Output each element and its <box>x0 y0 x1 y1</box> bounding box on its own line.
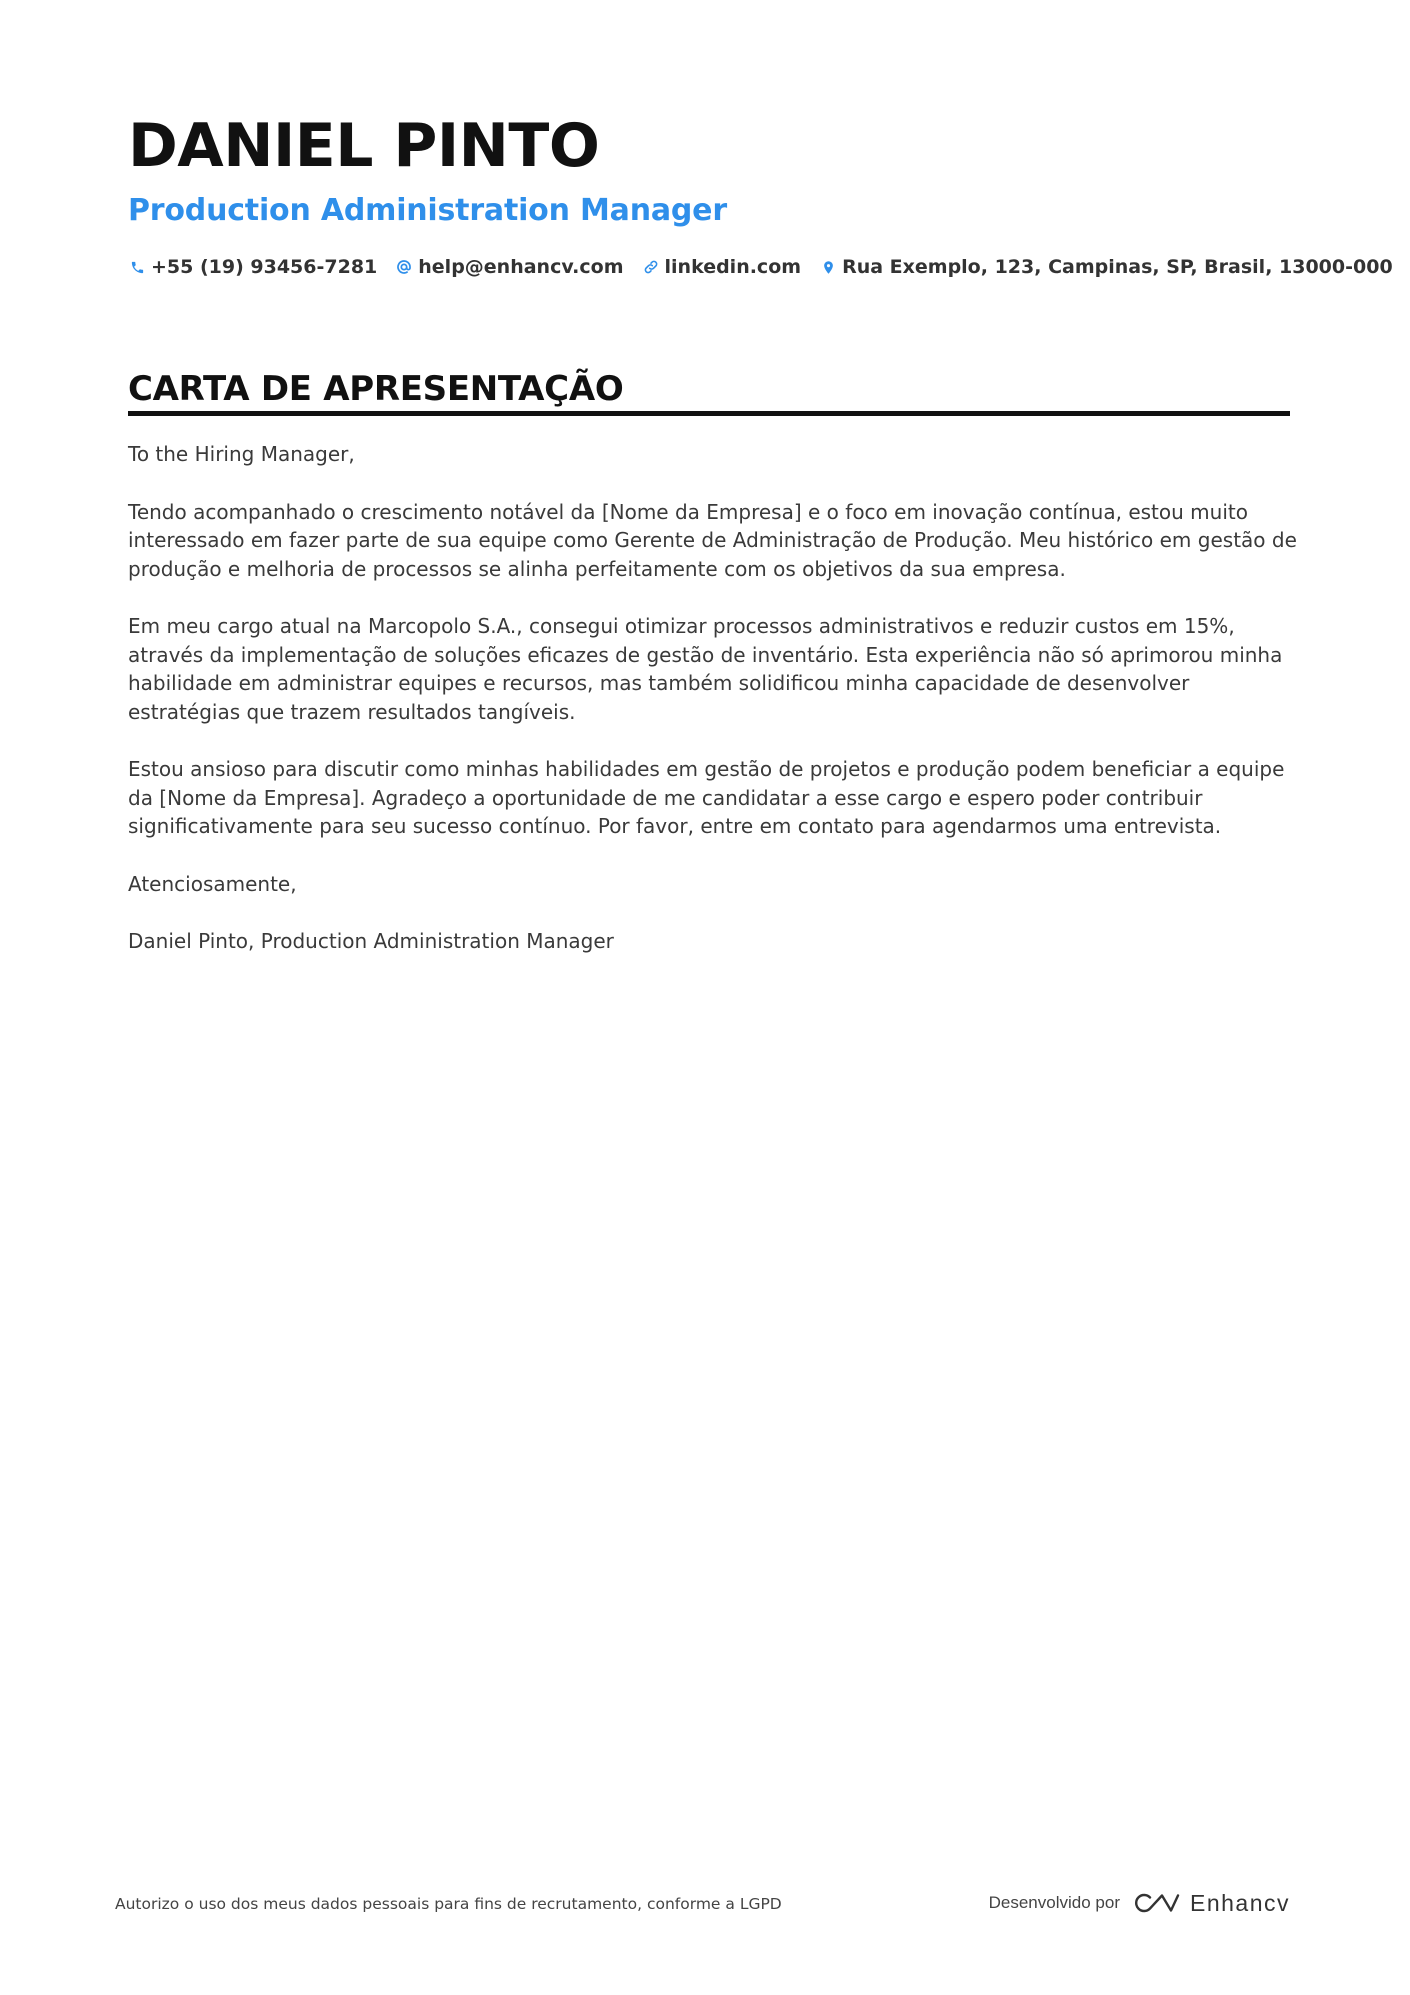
letter-greeting: To the Hiring Manager, <box>128 442 355 466</box>
contact-address-text: Rua Exemplo, 123, Campinas, SP, Brasil, 13000-000 <box>842 256 1393 278</box>
phone-icon <box>128 258 146 276</box>
link-icon <box>642 258 660 276</box>
location-icon <box>819 258 837 276</box>
letter-paragraph: Tendo acompanhado o crescimento notável da [Nome da Empresa] e o foco em inovação contínua, estou muito interessado em fazer parte de sua equipe como Gerente de Administração de Produção. Meu histórico em gestão de produção e melhoria de processos se alinha perfeitamente com os objetivos da sua empresa. <box>128 499 1297 581</box>
contact-phone[interactable] <box>128 256 377 278</box>
contact-address <box>819 256 1393 278</box>
letter-paragraph: Em meu cargo atual na Marcopolo S.A., consegui otimizar processos administrativos e reduzir custos em 15%, através da implementação de soluções eficazes de gestão de inventário. Esta experiência não só aprimorou minha habilidade em administrar equipes e recursos, mas também solidificou minha capacidade de desenvolver estratégias que trazem resultados tangíveis. <box>128 614 1283 724</box>
letter-paragraph: Estou ansioso para discutir como minhas habilidades em gestão de projetos e produção podem beneficiar a equipe da [Nome da Empresa]. Agradeço a oportunidade de me candidatar a esse cargo e espero poder contribuir significativamente para seu sucesso contínuo. Por favor, entre em contato para agendarmos uma entrevista. <box>128 757 1285 838</box>
at-icon <box>395 258 413 276</box>
candidate-role: Production Administration Manager <box>128 193 727 228</box>
section-divider <box>128 411 1290 416</box>
contact-linkedin[interactable] <box>642 256 802 278</box>
letter-signature: Daniel Pinto, Production Administration Manager <box>128 929 614 953</box>
letter-closing: Atenciosamente, <box>128 871 297 896</box>
powered-by-label: Desenvolvido por <box>988 1893 1120 1912</box>
contact-email-text: help@enhancv.com <box>418 256 624 278</box>
contact-bar <box>128 252 1410 282</box>
powered-by-enhancv[interactable] <box>989 1884 1290 1922</box>
section-title: CARTA DE APRESENTAÇÃO <box>128 369 624 409</box>
contact-phone-text: +55 (19) 93456-7281 <box>151 256 378 278</box>
enhancv-logo-icon <box>1132 1889 1180 1917</box>
contact-linkedin-text: linkedin.com <box>664 256 802 278</box>
letter-body <box>128 440 1300 985</box>
enhancv-logo-text: Enhancv <box>1189 1889 1290 1916</box>
candidate-name: DANIEL PINTO <box>128 111 600 181</box>
contact-email[interactable] <box>395 256 623 278</box>
privacy-consent: Autorizo o uso dos meus dados pessoais para fins de recrutamento, conforme a LGPD <box>115 1895 782 1913</box>
